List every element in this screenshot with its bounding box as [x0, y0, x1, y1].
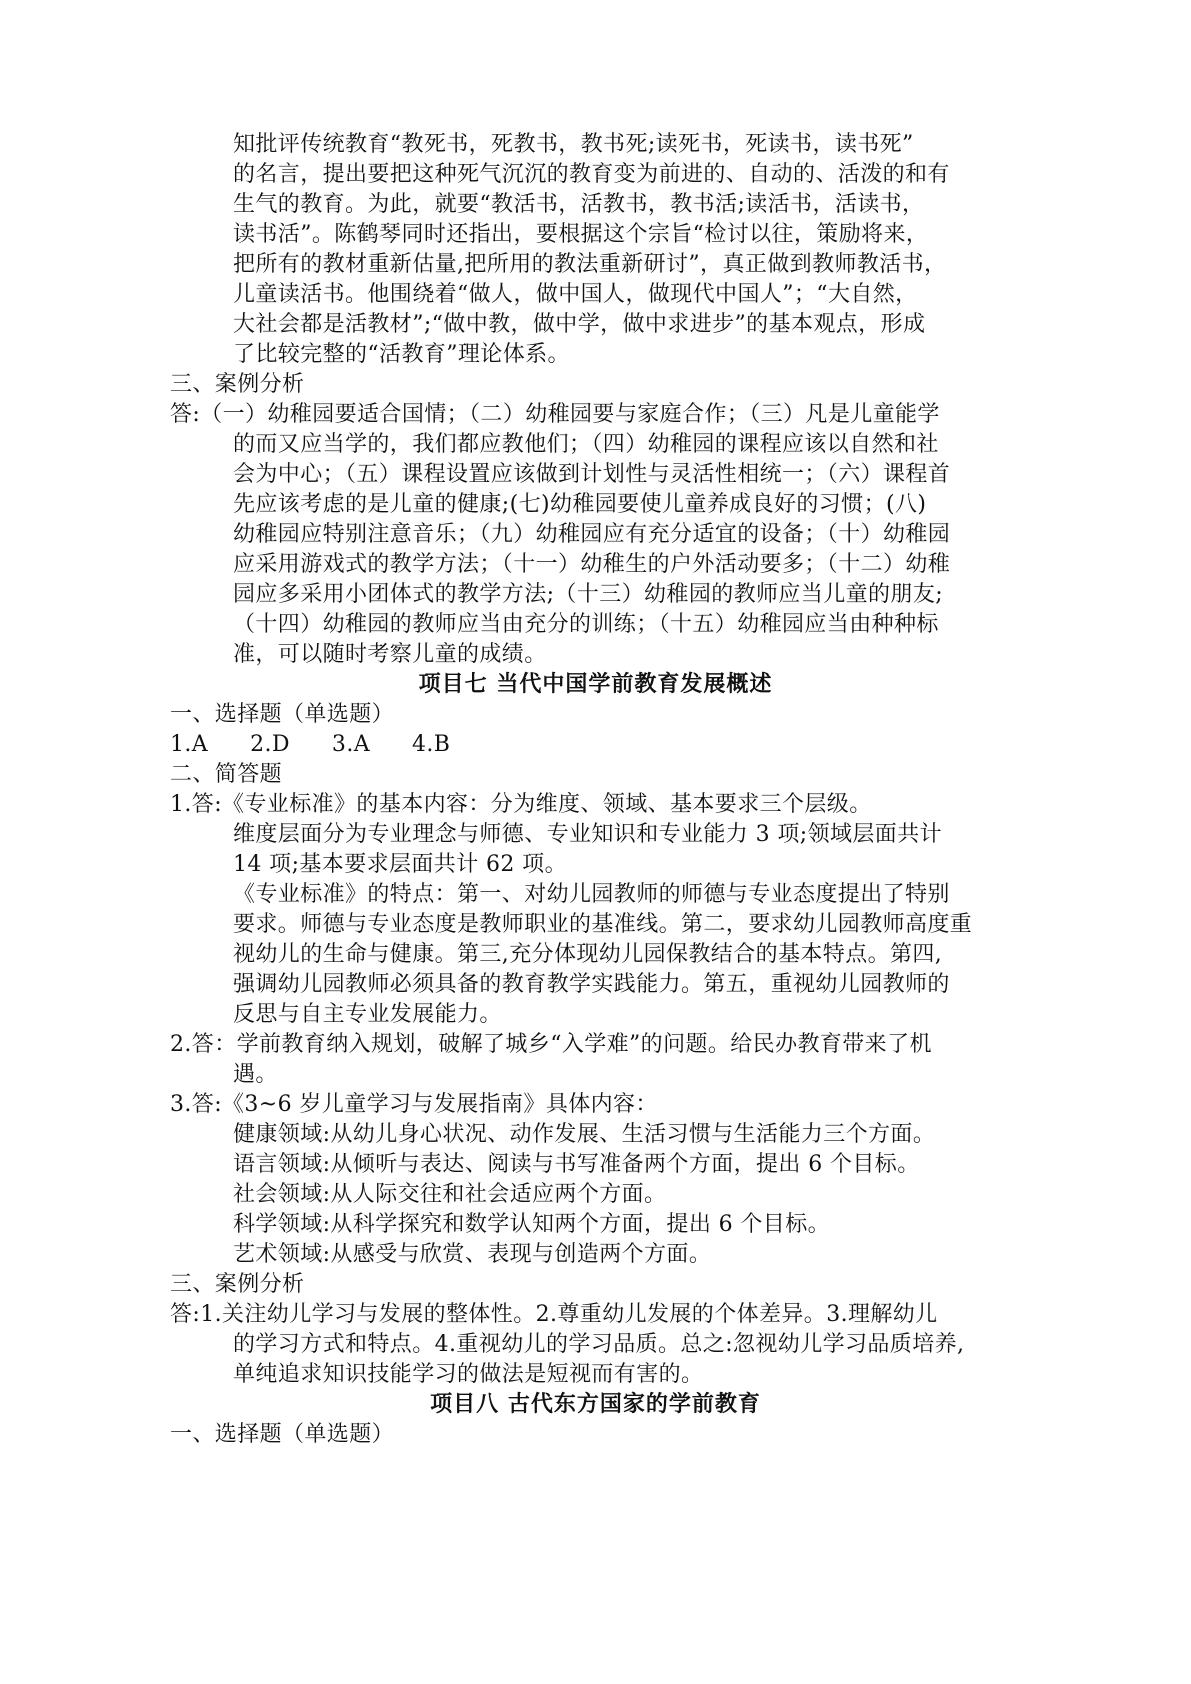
answer-line: 答:（一）幼稚园要适合国情；（二）幼稚园要与家庭合作；（三）凡是儿童能学 [170, 402, 940, 427]
answer-line: 答:1.关注幼儿学习与发展的整体性。2.尊重幼儿发展的个体差异。3.理解幼儿 [170, 1302, 938, 1327]
section-heading-short-answer: 二、简答题 [170, 762, 283, 787]
answer-line: 强调幼儿园教师必须具备的教育教学实践能力。第五，重视幼儿园教师的 [233, 972, 950, 997]
answer-line: 艺术领域:从感受与欣赏、表现与创造两个方面。 [233, 1242, 712, 1267]
answer-item: 3.A [331, 732, 370, 757]
answer-line: 遇。 [233, 1062, 278, 1087]
section-heading-choice: 一、选择题（单选题） [170, 702, 395, 727]
answer-line: 反思与自主专业发展能力。 [233, 1002, 502, 1027]
answer-line: 14 项;基本要求层面共计 62 项。 [233, 852, 567, 877]
paragraph-line: 把所有的教材重新估量,把所用的教法重新研讨”，真正做到教师教活书， [233, 252, 947, 277]
answer-line: 视幼儿的生命与健康。第三,充分体现幼儿园保教结合的基本特点。第四, [233, 942, 943, 967]
answer-line: 园应多采用小团体式的教学方法;（十三）幼稚园的教师应当儿童的朋友; [233, 582, 944, 607]
answer-line: 的而又应当学的，我们都应教他们；（四）幼稚园的课程应该以自然和社 [233, 432, 939, 457]
answer-line: 3.答:《3~6 岁儿童学习与发展指南》具体内容： [170, 1092, 658, 1117]
answer-line: 维度层面分为专业理念与师德、专业知识和专业能力 3 项;领域层面共计 [233, 822, 942, 847]
project-seven-title: 项目七 当代中国学前教育发展概述 [418, 672, 773, 697]
answer-line: （十四）幼稚园的教师应当由充分的训练；（十五）幼稚园应当由种种标 [233, 612, 939, 637]
section-heading-choice: 一、选择题（单选题） [170, 1422, 395, 1447]
answer-line: 健康领域:从幼儿身心状况、动作发展、生活习惯与生活能力三个方面。 [233, 1122, 936, 1147]
answer-line: 科学领域:从科学探究和数学认知两个方面，提出 6 个目标。 [233, 1212, 830, 1237]
answer-line: 2.答：学前教育纳入规划，破解了城乡“入学难”的问题。给民办教育带来了机 [170, 1032, 932, 1057]
answer-line: 《专业标准》的特点：第一、对幼儿园教师的师德与专业态度提出了特别 [233, 882, 950, 907]
project-eight-title: 项目八 古代东方国家的学前教育 [430, 1392, 761, 1417]
paragraph-line: 的名言，提出要把这种死气沉沉的教育变为前进的、自动的、活泼的和有 [233, 162, 950, 187]
answer-line: 会为中心；（五）课程设置应该做到计划性与灵活性相统一；（六）课程首 [233, 462, 951, 487]
paragraph-line: 大社会都是活教材”;“做中教，做中学，做中求进步”的基本观点，形成 [233, 312, 926, 337]
answer-item: 1.A [170, 732, 209, 757]
answer-line: 社会领域:从人际交往和社会适应两个方面。 [233, 1182, 667, 1207]
choice-answers [170, 730, 492, 760]
paragraph-line: 了比较完整的“活教育”理论体系。 [233, 342, 570, 367]
answer-item: 4.B [412, 732, 451, 757]
answer-line: 准，可以随时考察儿童的成绩。 [233, 642, 547, 667]
answer-line: 幼稚园应特别注意音乐；（九）幼稚园应有充分适宜的设备；（十）幼稚园 [233, 522, 951, 547]
answer-line: 的学习方式和特点。4.重视幼儿的学习品质。总之:忽视幼儿学习品质培养, [233, 1332, 965, 1357]
answer-line: 要求。师德与专业态度是教师职业的基准线。第二，要求幼儿园教师高度重 [233, 912, 973, 937]
section-heading-case-analysis: 三、案例分析 [170, 372, 305, 397]
answer-line: 单纯追求知识技能学习的做法是短视而有害的。 [233, 1362, 704, 1387]
paragraph-line: 知批评传统教育“教死书，死教书，教书死;读死书，死读书，读书死” [233, 132, 914, 157]
answer-item: 2.D [250, 732, 290, 757]
paragraph-line: 儿童读活书。他围绕着“做人，做中国人，做现代中国人”；“大自然， [233, 282, 918, 307]
paragraph-line: 生气的教育。为此，就要“教活书，活教书，教书活;读活书，活读书， [233, 192, 925, 217]
paragraph-line: 读书活”。陈鹤琴同时还指出，要根据这个宗旨“检讨以往，策励将来， [233, 222, 929, 247]
answer-line: 1.答:《专业标准》的基本内容：分为维度、领域、基本要求三个层级。 [170, 792, 872, 817]
answer-line: 先应该考虑的是儿童的健康;(七)幼稚园要使儿童养成良好的习惯；(八) [233, 492, 927, 517]
answer-line: 语言领域:从倾听与表达、阅读与书写准备两个方面，提出 6 个目标。 [233, 1152, 920, 1177]
answer-line: 应采用游戏式的教学方法；（十一）幼稚生的户外活动要多；（十二）幼稚 [233, 552, 951, 577]
section-heading-case-analysis: 三、案例分析 [170, 1272, 305, 1297]
